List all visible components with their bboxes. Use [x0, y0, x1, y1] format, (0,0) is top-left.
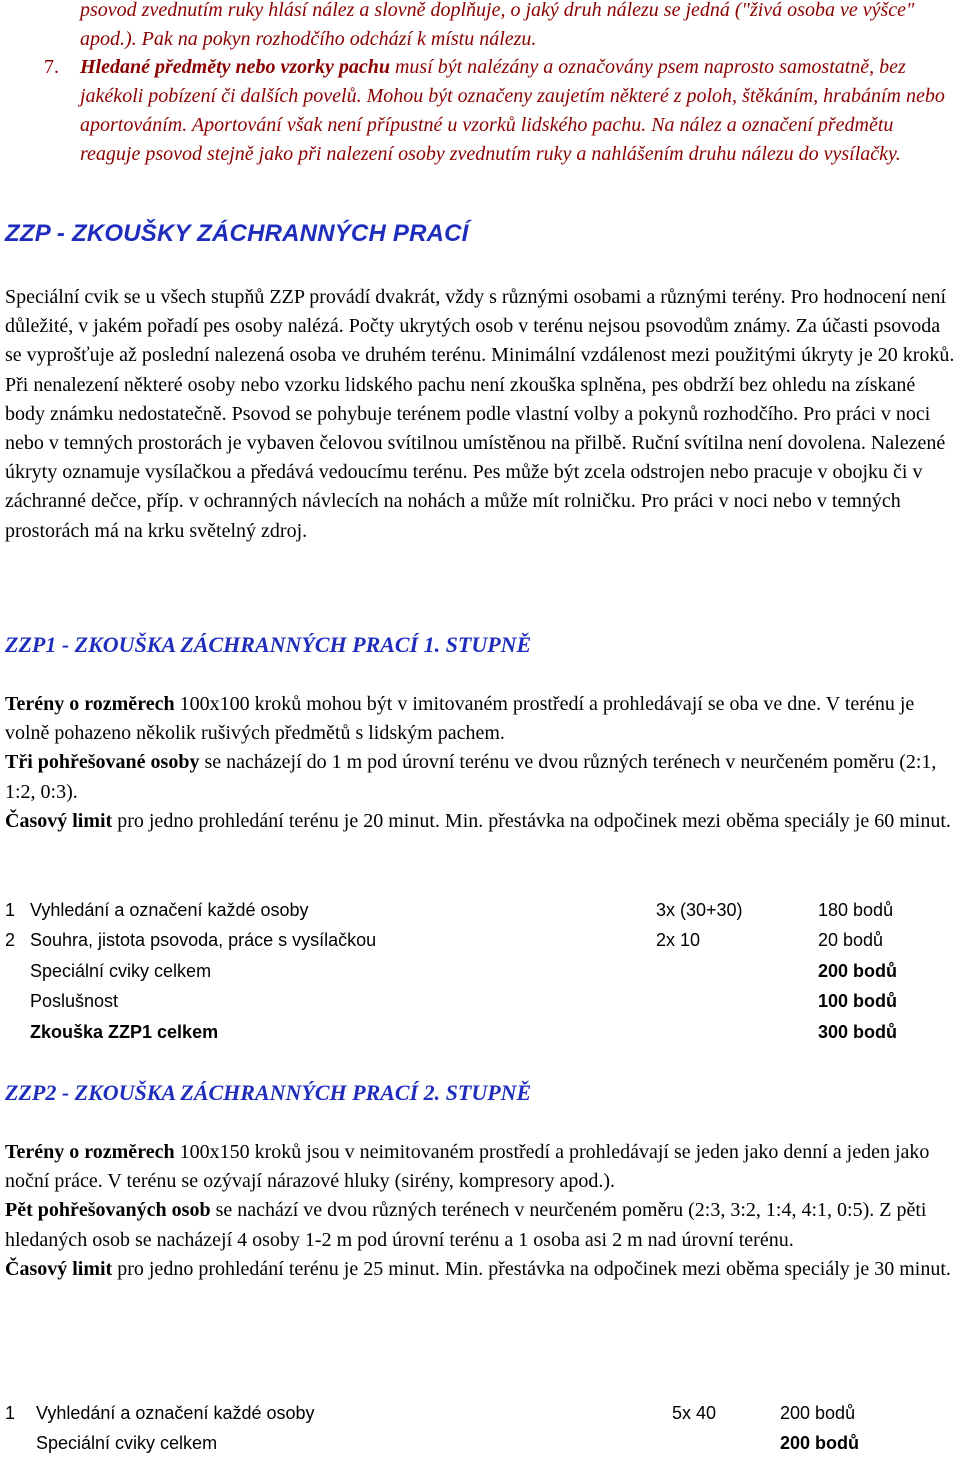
- intro-paragraph: [80, 0, 955, 54]
- zzp1-time-paragraph: [5, 807, 960, 836]
- zzp1-persons-paragraph: [5, 748, 960, 806]
- row-number: [5, 956, 30, 987]
- paragraph-text: 100x150 kroků jsou v neimitovaném prostředí a prohledávají se jeden jako denní a jeden jako noční práce. V terénu se ozývají nárazové hluky (sirény, kompresory apod.).: [5, 1141, 929, 1192]
- row-points: 200 bodů: [780, 1429, 859, 1459]
- section-heading-zzp1: ZZP1 - ZKOUŠKA ZÁCHRANNÝCH PRACÍ 1. STUPNĚ: [5, 632, 531, 658]
- table-row: [5, 956, 897, 987]
- row-points: 20 bodů: [818, 926, 897, 957]
- zzp2-persons-paragraph: [5, 1196, 960, 1254]
- table-row: [5, 1017, 897, 1048]
- section-heading-zzp: ZZP - ZKOUŠKY ZÁCHRANNÝCH PRACÍ: [5, 220, 469, 248]
- row-quantity: [656, 1017, 818, 1048]
- table-row: [5, 1429, 859, 1459]
- paragraph-text: 100x100 kroků mohou být v imitovaném prostředí a prohledávají se oba ve dne. V terénu je volně pohazeno několik rušivých předmětů s lidským pachem.: [5, 693, 914, 744]
- list-item-bold: Hledané předměty nebo vzorky pachu: [80, 56, 390, 78]
- row-label: Poslušnost: [30, 987, 656, 1018]
- zzp2-time-paragraph: [5, 1255, 960, 1284]
- bold-term: Terény o rozměrech: [5, 693, 175, 715]
- row-number: 2: [5, 926, 30, 957]
- row-number: [5, 987, 30, 1018]
- table-row: [5, 926, 897, 957]
- row-quantity: [672, 1429, 780, 1459]
- intro-text: psovod zvednutím ruky hlásí nález a slovně doplňuje, o jaký druh nálezu se jedná ("živá osoba ve výšce" apod.). Pak na pokyn rozhodčího odchází k místu nálezu.: [80, 0, 914, 50]
- zzp2-body: [5, 1138, 960, 1284]
- row-label: Souhra, jistota psovoda, práce s vysílačkou: [30, 926, 656, 957]
- paragraph-text: se nacházejí do 1 m pod úrovní terénu ve dvou různých terénech v neurčeném poměru (2:1, 1:2, 0:3).: [5, 751, 936, 802]
- paragraph-text: se nachází ve dvou různých terénech v neurčeném poměru (2:3, 3:2, 1:4, 4:1, 0:5). Z pěti hledaných osob se nacházejí 4 osoby 1-2 m pod úrovní terénu a 1 osoba asi 2 m nad úrovní terénu.: [5, 1199, 926, 1250]
- table-row: [5, 987, 897, 1018]
- row-number: [5, 1017, 30, 1048]
- bold-term: Časový limit: [5, 810, 112, 832]
- zzp2-terrain-paragraph: [5, 1138, 960, 1196]
- row-number: 1: [5, 1398, 36, 1429]
- bold-term: Časový limit: [5, 1258, 112, 1280]
- row-quantity: 2x 10: [656, 926, 818, 957]
- zzp1-score-table: [5, 895, 897, 1048]
- row-quantity: 5x 40: [672, 1398, 780, 1429]
- row-points: 300 bodů: [818, 1017, 897, 1048]
- table-row: [5, 895, 897, 926]
- section-heading-zzp2: ZZP2 - ZKOUŠKA ZÁCHRANNÝCH PRACÍ 2. STUPNĚ: [5, 1080, 531, 1106]
- row-label: Speciální cviky celkem: [30, 956, 656, 987]
- row-label: Vyhledání a označení každé osoby: [30, 895, 656, 926]
- zzp1-terrain-paragraph: [5, 690, 960, 748]
- row-points: 200 bodů: [818, 956, 897, 987]
- row-number: 1: [5, 895, 30, 926]
- list-item-text: musí být nalézány a označovány psem naprosto samostatně, bez jakékoli pobízení či dalších povelů. Mohou být označeny zaujetím některé z poloh, štěkáním, hrabáním nebo aportováním. Aportování však není přípustné u vzorků lidského pachu. Na nález a označení předmětu reaguje psovod stejně jako při nalezení osoby zvednutím ruky a nahlášením druhu nálezu do vysílačky.: [80, 56, 945, 165]
- bold-term: Pět pohřešovaných osob: [5, 1199, 211, 1221]
- table-row: [5, 1398, 859, 1429]
- zzp1-body: [5, 690, 960, 836]
- row-quantity: 3x (30+30): [656, 895, 818, 926]
- row-quantity: [656, 987, 818, 1018]
- bold-term: Terény o rozměrech: [5, 1141, 175, 1163]
- row-number: [5, 1429, 36, 1459]
- row-label: Speciální cviky celkem: [36, 1429, 672, 1459]
- zzp-paragraph: Speciální cvik se u všech stupňů ZZP provádí dvakrát, vždy s různými osobami a různými terény. Pro hodnocení není důležité, v jakém pořadí pes osoby nalézá. Počty ukrytých osob v terénu nejsou psovodům známy. Za účasti psovoda se vyprošťuje až poslední nalezená osoba ve druhém terénu. Minimální vzdálenost mezi použitými úkryty je 20 kroků. Při nenalezení některé osoby nebo vzorku lidského pachu není zkouška splněna, pes obdrží bez ohledu na získané body známku nedostatečně. Psovod se pohybuje terénem podle vlastní volby a pokynů rozhodčího. Pro práci v noci nebo v temných prostorách je vybaven čelovou svítilnou umístěnou na přilbě. Ruční svítilna není dovolena. Nalezené úkryty oznamuje vysílačkou a předává vedoucímu terénu. Pes může být zcela odstrojen nebo pracuje v obojku či v záchranné dečce, příp. v ochranných návlecích na nohách a může mít rolničku. Pro práci v noci nebo v temných prostorách má na krku světelný zdroj.: [5, 283, 960, 546]
- row-label: Zkouška ZZP1 celkem: [30, 1017, 656, 1048]
- bold-term: Tři pohřešované osoby: [5, 751, 199, 773]
- row-label: Vyhledání a označení každé osoby: [36, 1398, 672, 1429]
- row-points: 100 bodů: [818, 987, 897, 1018]
- paragraph-text: pro jedno prohledání terénu je 20 minut. Min. přestávka na odpočinek mezi oběma speciály je 60 minut.: [112, 810, 951, 832]
- row-points: 200 bodů: [780, 1398, 859, 1429]
- list-item-7: 7. Hledané předměty nebo vzorky pachu musí být nalézány a označovány psem naprosto samostatně, bez jakékoli pobízení či dalších povelů. Mohou být označeny zaujetím některé z poloh, štěkáním, hrabáním nebo aportováním. Aportování však není přípustné u vzorků lidského pachu. Na nález a označení předmětu reaguje psovod stejně jako při nalezení osoby zvednutím ruky a nahlášením druhu nálezu do vysílačky.: [80, 53, 955, 169]
- paragraph-text: pro jedno prohledání terénu je 25 minut. Min. přestávka na odpočinek mezi oběma speciály je 30 minut.: [112, 1258, 951, 1280]
- zzp2-score-table: [5, 1398, 859, 1459]
- row-quantity: [656, 956, 818, 987]
- row-points: 180 bodů: [818, 895, 897, 926]
